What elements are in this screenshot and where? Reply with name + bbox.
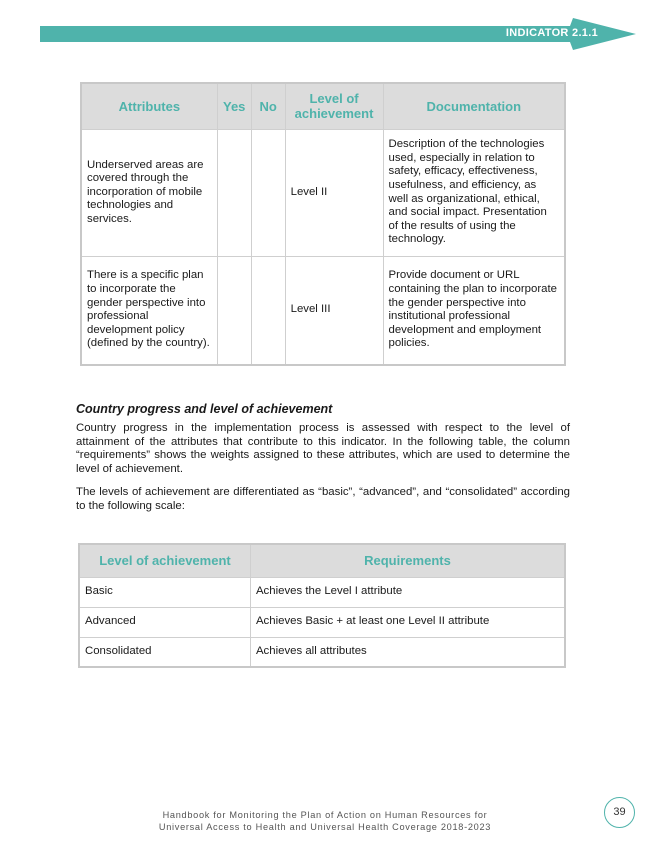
footer-line: Handbook for Monitoring the Plan of Action on Human Resources for (162, 810, 488, 820)
indicator-label: INDICATOR 2.1.1 (505, 27, 598, 39)
table-row (79, 637, 565, 667)
no-cell (251, 256, 285, 365)
table-row (79, 607, 565, 637)
col-header-attributes: Attributes (81, 83, 217, 129)
level-cell: Consolidated (79, 637, 250, 667)
no-cell (251, 129, 285, 256)
levels-table (78, 543, 566, 668)
body-paragraph: Country progress in the implementation process is assessed with respect to the level of attainment of the attributes that contribute to this indicator. In the following table, the column “requirements” shows the weights assigned to these attributes, which are used to determine the level of achievement. (76, 422, 570, 475)
attribute-cell: There is a specific plan to incorporate the gender perspective into professional development policy (defined by the country). (81, 256, 217, 365)
indicator-banner (40, 18, 636, 50)
col-header-level: Level of achievement (79, 544, 250, 577)
yes-cell (217, 256, 251, 365)
table-row (79, 577, 565, 607)
level-cell: Basic (79, 577, 250, 607)
col-header-level: Level of achievement (285, 83, 383, 129)
page-number: 39 (604, 797, 635, 828)
attribute-cell: Underserved areas are covered through the incorporation of mobile technologies and services. (81, 129, 217, 256)
section-heading: Country progress and level of achievement (76, 402, 333, 416)
requirement-cell: Achieves the Level I attribute (250, 577, 565, 607)
level-cell: Level II (285, 129, 383, 256)
col-header-documentation: Documentation (383, 83, 565, 129)
col-header-requirements: Requirements (250, 544, 565, 577)
table-row (81, 129, 565, 256)
col-header-yes: Yes (217, 83, 251, 129)
yes-cell (217, 129, 251, 256)
documentation-cell: Description of the technologies used, especially in relation to safety, efficacy, effectiveness, usefulness, and efficiency, as well as organizational, ethical, and social impact. Presentation of the results of using the technology. (383, 129, 565, 256)
footer-line: Universal Access to Health and Universal Health Coverage 2018-2023 (158, 822, 492, 832)
footer-citation (140, 809, 510, 833)
table-header-row (79, 544, 565, 577)
attributes-table (80, 82, 566, 366)
level-cell: Level III (285, 256, 383, 365)
requirement-cell: Achieves all attributes (250, 637, 565, 667)
level-cell: Advanced (79, 607, 250, 637)
col-header-no: No (251, 83, 285, 129)
table-row (81, 256, 565, 365)
body-paragraph: The levels of achievement are differentiated as “basic”, “advanced”, and “consolidated” according to the following scale: (76, 486, 570, 512)
table-header-row (81, 83, 565, 129)
documentation-cell: Provide document or URL containing the plan to incorporate the gender perspective into institutional professional development and employment policies. (383, 256, 565, 365)
requirement-cell: Achieves Basic + at least one Level II attribute (250, 607, 565, 637)
